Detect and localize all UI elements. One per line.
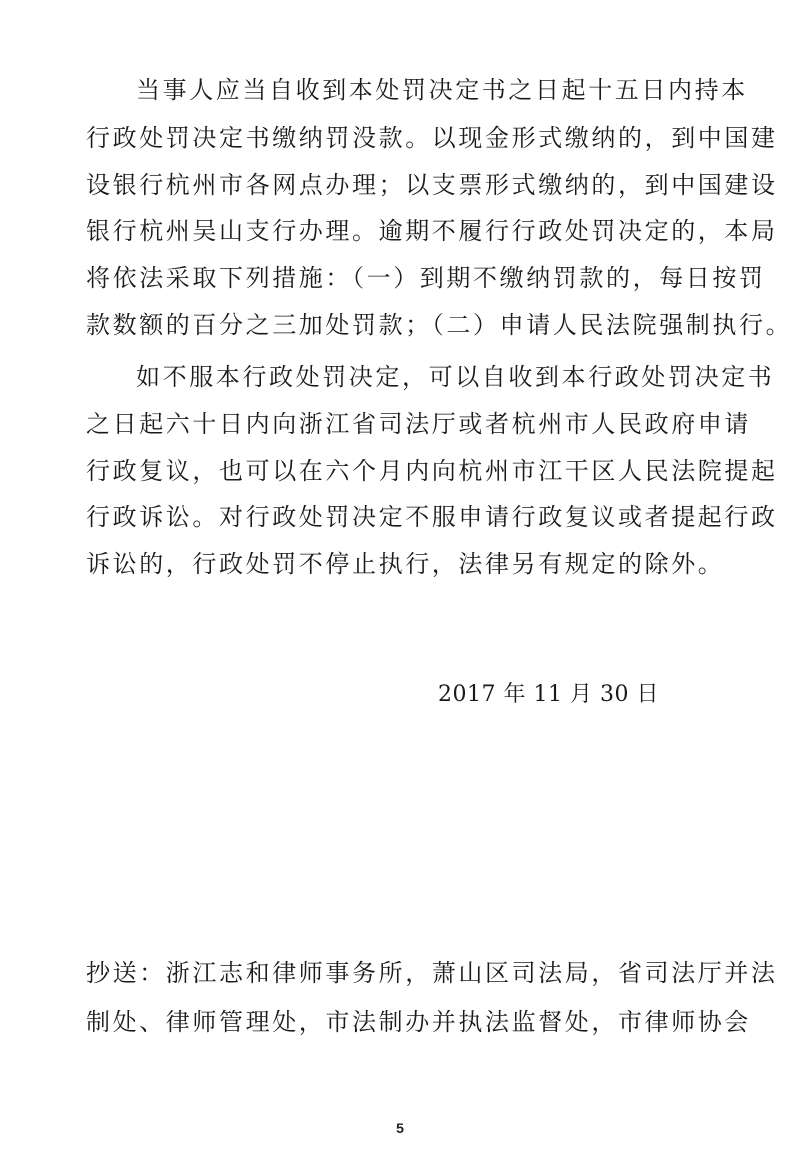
- paragraph-2-line: 如不服本行政处罚决定，可以自收到本行政处罚决定书: [136, 363, 775, 391]
- paragraph-2-line: 行政复议，也可以在六个月内向杭州市江干区人民法院提起: [86, 457, 778, 485]
- paragraph-2-line: 之日起六十日内向浙江省司法厅或者杭州市人民政府申请: [86, 410, 751, 438]
- paragraph-1-line: 行政处罚决定书缴纳罚没款。以现金形式缴纳的，到中国建: [86, 124, 778, 152]
- paragraph-1-line: 设银行杭州市各网点办理；以支票形式缴纳的，到中国建设: [86, 171, 778, 199]
- paragraph-2-line: 诉讼的，行政处罚不停止执行，法律另有规定的除外。: [86, 550, 725, 578]
- paragraph-1-line: 当事人应当自收到本处罚决定书之日起十五日内持本: [136, 76, 748, 104]
- paragraph-1-line: 银行杭州吴山支行办理。逾期不履行行政处罚决定的，本局: [86, 217, 778, 245]
- page-number: 5: [396, 1120, 404, 1136]
- paragraph-2-line: 行政诉讼。对行政处罚决定不服申请行政复议或者提起行政: [86, 503, 778, 531]
- paragraph-1-line: 将依法采取下列措施：（一）到期不缴纳罚款的，每日按罚: [86, 264, 766, 292]
- cc-line: 抄送：浙江志和律师事务所，萧山区司法局，省司法厅并法: [86, 959, 778, 987]
- paragraph-1-line: 款数额的百分之三加处罚款；（二）申请人民法院强制执行。: [86, 311, 793, 339]
- cc-line: 制处、律师管理处，市法制办并执法监督处，市律师协会: [86, 1008, 751, 1036]
- document-date: 2017 年 11 月 30 日: [438, 682, 659, 707]
